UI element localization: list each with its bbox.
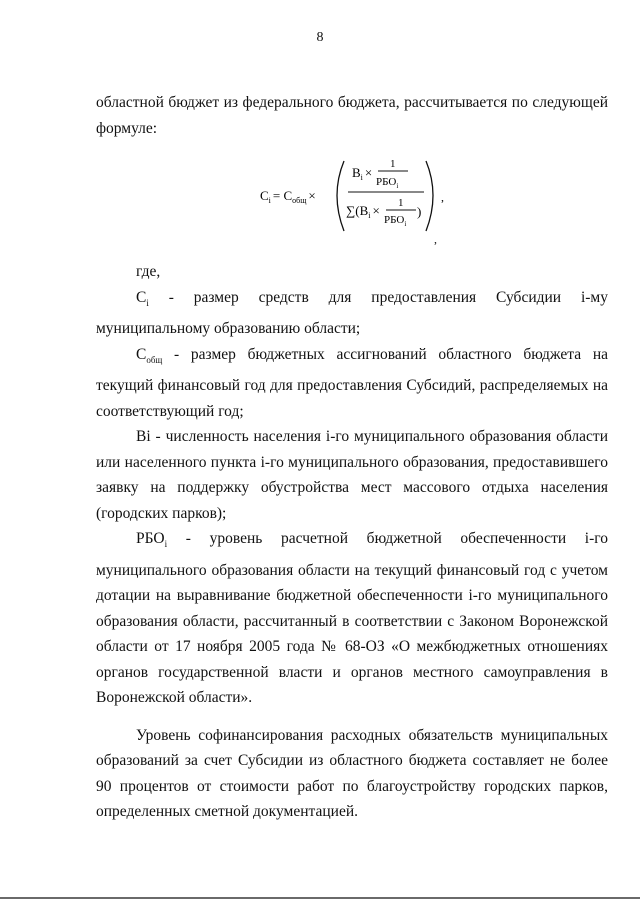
ci-symbol: C <box>136 288 147 306</box>
rbo-symbol: РБО <box>136 530 165 548</box>
rbo-text: - уровень расчетной бюджетной обеспеченности i-го муниципального образования области на текущий финансовый год с учетом дотации на выравнивание бюджетной обеспеченности i-го муниципального образования области, рассчитанный в соответствии с Законом Воронежской области от 17 ноября 2005 года № 68-ОЗ «О межбюджетных отношениях органов государственной власти и органов местного самоуправления в Воронежской области». <box>96 530 608 707</box>
cobsh-subscript: общ <box>146 354 163 365</box>
page-bottom-border <box>0 897 640 899</box>
ci-text: - размер средств для предоставления Субсидии i-му муниципальному образованию области; <box>96 288 608 338</box>
paren-right <box>426 161 433 231</box>
cofinancing-paragraph: Уровень софинансирования расходных обязательств муниципальных образований за счет Субсидии из областного бюджета составляет не более 90 процентов от стоимости работ по благоустройству городских парков, определенных сметной документацией. <box>96 726 608 821</box>
definitions-block <box>96 259 608 825</box>
page-number: 8 <box>316 30 324 45</box>
numerator-rbo: $РБО_i$ <box>376 176 399 190</box>
definition-bi: Bi - численность населения i-го муниципального образования области или населенного пункта i-го муниципального образования, предоставившего заявку на поддержку обустройства мест массового отдыха населения (городских парков); <box>96 428 608 522</box>
formula-graphic <box>260 155 460 235</box>
ci-subscript: i <box>146 297 149 308</box>
where-label: где, <box>136 263 161 280</box>
denominator-rbo: $РБО_i$ <box>384 214 407 228</box>
cobsh-text: - размер бюджетных ассигнований областного бюджета на текущий финансовый год для предоставления Субсидий, распределяемых на соответствующий год; <box>96 345 608 420</box>
intro-line-1: областной бюджет из федерального бюджета, рассчитывается по следующей <box>96 94 608 111</box>
intro-line-2: формуле: <box>96 119 158 137</box>
stray-comma: , <box>434 232 437 246</box>
subsidy-formula <box>260 155 460 235</box>
definition-cobsh <box>96 342 608 425</box>
definition-rbo <box>96 526 608 711</box>
numerator-one: 1 <box>390 158 396 170</box>
rbo-subscript: i <box>164 539 168 550</box>
numerator-b: $B_i$ × <box>352 165 373 182</box>
formula-trailing-comma: , <box>441 190 444 204</box>
cobsh-symbol: C <box>136 345 147 363</box>
definition-ci <box>96 285 608 342</box>
denominator-one: 1 <box>398 197 404 209</box>
denominator-close: ) <box>417 204 422 219</box>
formula-lhs: $C_i = C_{общ}$ × <box>260 188 316 205</box>
intro-block <box>96 90 608 141</box>
denominator-sum: $\sum(B_i$ × <box>346 203 380 220</box>
paren-left <box>337 161 344 231</box>
